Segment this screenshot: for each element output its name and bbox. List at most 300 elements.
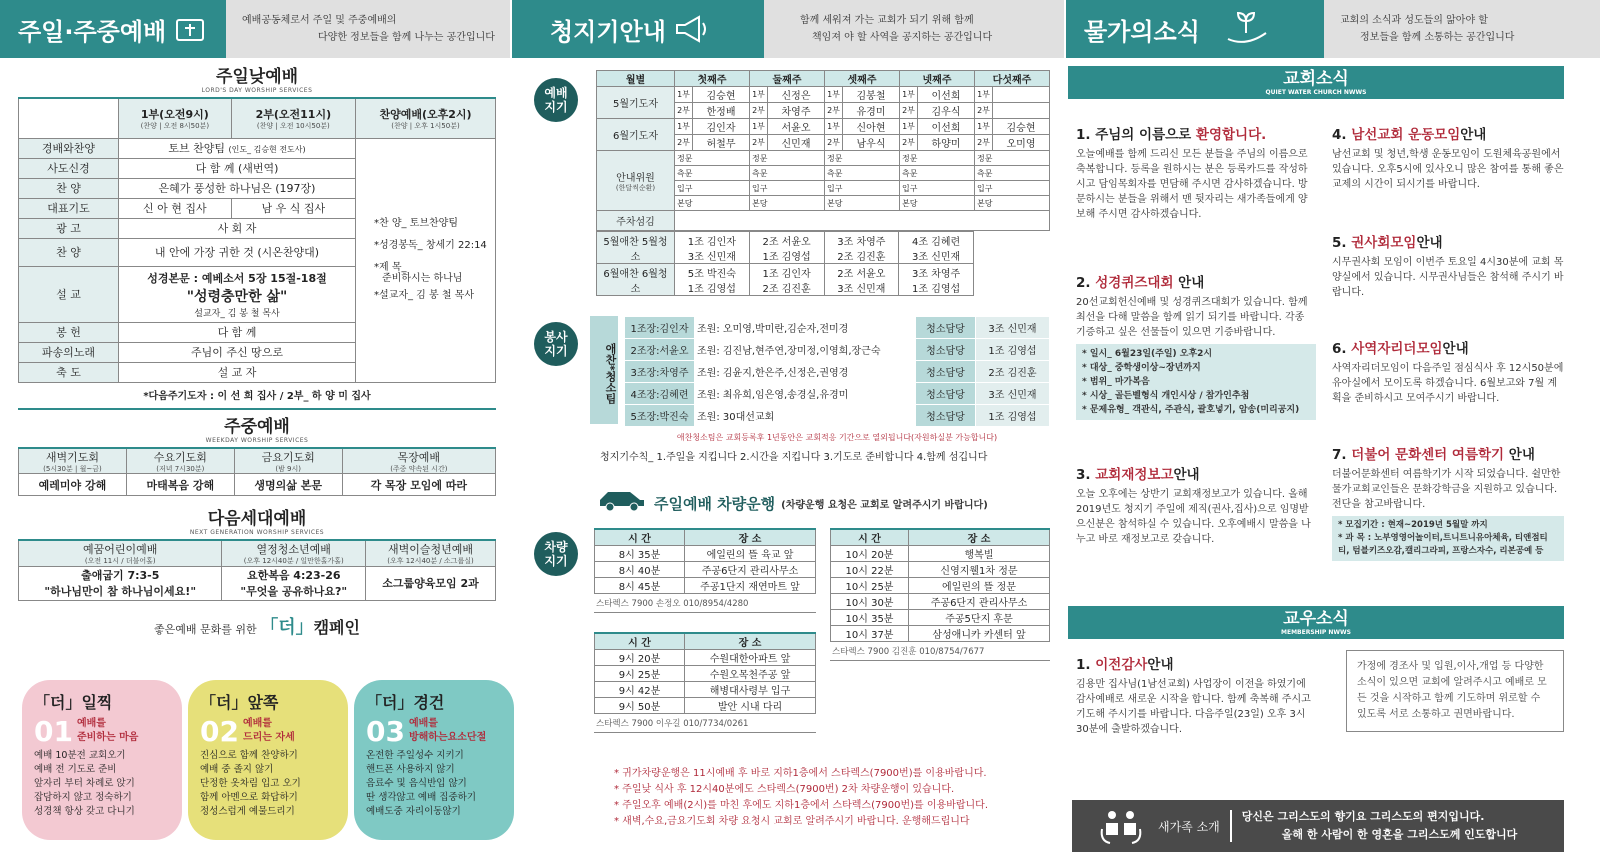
card-item: 핸드폰 사용하지 않기 xyxy=(366,764,455,775)
prayer-name: 남우식 xyxy=(843,135,900,151)
team-members: 조원: 김진남,현주연,장미정,이영희,장근숙 xyxy=(695,339,916,361)
week-header: 셋째주 xyxy=(825,71,900,87)
car-driver: 스타렉스 7900 이우길 010/7734/0261 xyxy=(594,714,816,733)
prayer-month: 6월기도자 xyxy=(597,119,675,151)
order-label: 봉 헌 xyxy=(19,322,119,342)
lord-table xyxy=(18,97,496,383)
clean-team: 3조 신민재 xyxy=(976,383,1050,405)
badge-service: 봉사 지기 xyxy=(534,322,578,366)
header-desc: 책임져 야 할 사역을 공지하는 공간입니다 xyxy=(812,32,993,43)
prayer-name: 서윤오 xyxy=(768,119,825,135)
card-sub: 예배를 xyxy=(408,718,438,729)
quiz-item: * 범위_ 마가복음 xyxy=(1082,377,1150,387)
service-1: 1부(오전9시) xyxy=(140,108,209,122)
news-5 xyxy=(1332,236,1564,300)
car-place: 행복빌 xyxy=(909,546,1050,562)
card-item: 단정한 옷차림 입고 오기 xyxy=(200,778,301,789)
team-leader: 1조장:김인자 xyxy=(625,317,695,339)
card-number: 02 xyxy=(200,715,239,748)
worship-column xyxy=(18,62,496,639)
usher-role: 입구 xyxy=(975,181,1050,196)
campaign-mark: 더 xyxy=(278,616,296,638)
order-value: 사 회 자 xyxy=(119,218,356,238)
week-header: 첫째주 xyxy=(675,71,750,87)
order-label: 경배와찬양 xyxy=(19,138,119,158)
car-place: 주공1단지 재연마트 앞 xyxy=(685,578,816,594)
header-title: 청지기안내 xyxy=(550,17,666,46)
car-time: 8시 35분 xyxy=(595,546,685,562)
usher-role: 본당 xyxy=(675,196,750,211)
news-body: 김용만 집사님(1남선교회) 사업장이 이전을 하였기에 감사예배로 새로운 시작을 합니다. 함께 축복해 주시고 기도해 주시기를 바랍니다. 다음주일(23일) 오후 3시 30분에 출발하겠습니다. xyxy=(1076,679,1311,735)
campaign-card-early: 「더」일찍 01 예배를 준비하는 마음 예배 10분전 교회오기 예배 전 기도로 준비 앞자리 부터 차례로 앉기 잡담하지 않고 정숙하기 성경책 항상 갖고 다니기 xyxy=(22,680,182,840)
usher-role: 정문 xyxy=(825,151,900,166)
card-heading: 일찍 xyxy=(81,693,113,712)
clean-name: 1조 김인자 xyxy=(762,268,811,280)
family-icon xyxy=(1098,805,1144,848)
prayer-table: 월별 첫째주 둘째주 셋째주 넷째주 다섯째주 5월기도자 1부 김승현 1부 신정은 1부 김봉철 1부 이선희 1부 2부 한정배 2부 차영주 2부 유경미 2부 김우식 2부 6월기도자 1부 김인자 1부 서윤오 1부 신아현 1부 이선희 1부 김승현 2부 허철무 2부 신민재 2부 남우식 2부 하양미 2부 오미영 안내위원 (한달씩순환) 정문 정문 정문 정문 정문 측문 측문 측문 측문 측문 입구 입구 입구 입구 입구 본당 본당 본당 본당 본당 주차섬김 xyxy=(596,70,1050,231)
news-headline: 교회재정보고 xyxy=(1095,467,1174,483)
prayer-name: 이선희 xyxy=(918,119,975,135)
nextgen-time: (오전 11시 / 더불어홀) xyxy=(84,557,156,566)
clean-role: 청소담당 xyxy=(916,405,976,427)
news-suffix: 안내 xyxy=(1173,467,1200,483)
lord-title: 주일낮예배 xyxy=(215,67,299,87)
news-body: 사역자리더모임이 다음주일 점심식사 후 12시50분에 유아실에서 모이도록 하겠습니다. 6월보고와 7월 계획을 준비하시고 모여주시기 바랍니다. xyxy=(1332,363,1564,404)
week-service: 목장예배 xyxy=(397,450,441,464)
week-service: 새벽기도회 xyxy=(45,450,99,464)
clean-name: 5조 박진숙 xyxy=(687,268,736,280)
usher-role: 입구 xyxy=(825,181,900,196)
car-th: 시 간 xyxy=(595,529,685,546)
side-item: 준비하시는 하나님 xyxy=(382,273,463,284)
service-3: 찬양예배(오후2시) xyxy=(379,108,472,122)
nextgen-title: 다음세대예배 xyxy=(207,509,307,529)
prayer-name: 신정은 xyxy=(768,87,825,103)
clean-month: 5월애찬 5월청소 xyxy=(597,232,675,264)
news-num: 3. xyxy=(1076,467,1096,483)
car-time: 10시 37분 xyxy=(831,626,909,642)
clean-team: 3조 신민재 xyxy=(976,317,1050,339)
car-icon xyxy=(596,490,648,516)
clean-name: 1조 김영섭 xyxy=(912,283,961,295)
usher-label: 안내위원 xyxy=(616,173,655,184)
campaign-post: 캠페인 xyxy=(313,617,360,637)
car-time: 9시 42분 xyxy=(595,682,685,698)
usher-role: 정문 xyxy=(900,151,975,166)
order-value: 토브 찬양팀 xyxy=(168,142,225,155)
news-num: 7. xyxy=(1332,447,1352,463)
news-body: 더불어문화센터 여름학기가 시작 되었습니다. 쉴만한물가교회교인들은 문화강학금을 지원하고 있습니다. 전단을 참고바랍니다. xyxy=(1332,469,1561,510)
nextgen-time: (오후 12시40분 / 일만한홀가홀) xyxy=(243,557,344,566)
car-time: 10시 20분 xyxy=(831,546,909,562)
nextgen-text: 출애굽기 7:3-5 xyxy=(81,569,160,582)
order-label: 찬 양 xyxy=(19,238,119,266)
footer-label: 새가족 소개 xyxy=(1158,819,1220,834)
car-place: 주공6단지 관리사무소 xyxy=(685,562,816,578)
campaign-pre: 좋은예배 문화를 위한 xyxy=(154,622,257,636)
car-time: 8시 45분 xyxy=(595,578,685,594)
card-number: 03 xyxy=(366,715,405,748)
prayer-name: 신민재 xyxy=(768,135,825,151)
sermon-title: "성령충만한 삶" xyxy=(186,288,288,305)
news-headline: 더불어 문화센터 여름학기 xyxy=(1351,447,1505,463)
clean-name: 3조 신민재 xyxy=(912,251,961,263)
church-news-title: 교회소식 xyxy=(1283,69,1349,89)
order-value: 다 함 께 (새번역) xyxy=(119,158,356,178)
news-body: 남선교회 및 청년,학생 운동모임이 도원체육공원에서 있습니다. 오후5시에 있사오니 많은 참여를 통해 좋은교제의 시간이 되시기를 바랍니다. xyxy=(1332,149,1564,190)
order-value: 내 안에 가장 귀한 것 (시온찬양대) xyxy=(119,238,356,266)
car-place: 에일린의 뜰 정문 xyxy=(909,578,1050,594)
news-headline: 사역자리더모임 xyxy=(1351,341,1443,357)
nextgen-title-text: "하나님만이 참 하나님이세요!" xyxy=(44,585,197,598)
news-num: 1. 주님의 이름으로 xyxy=(1076,127,1196,143)
news-num: 5. xyxy=(1332,235,1352,251)
car-th: 장 소 xyxy=(685,633,816,650)
news-suffix: 안내 xyxy=(1147,657,1174,673)
header-desc: 예배공동체로서 주일 및 주중예배의 xyxy=(242,15,397,26)
prayer-month: 5월기도자 xyxy=(597,87,675,119)
car-note: * 귀가차량운행은 11시예배 후 바로 지하1층에서 스타렉스(7900번)를 이용바랍니다. xyxy=(614,768,987,779)
church-news-bar xyxy=(1068,66,1564,99)
car-route-b xyxy=(594,632,816,733)
clean-role: 청소담당 xyxy=(916,339,976,361)
usher-role: 본당 xyxy=(900,196,975,211)
car-time: 10시 22분 xyxy=(831,562,909,578)
usher-role: 본당 xyxy=(750,196,825,211)
sprout-hand-icon xyxy=(1222,8,1272,50)
card-number: 01 xyxy=(34,715,73,748)
car-place: 수원대한아파트 앞 xyxy=(685,650,816,666)
news-7 xyxy=(1332,448,1564,561)
parking-label: 주차섬김 xyxy=(597,211,675,231)
clean-role: 청소담당 xyxy=(916,317,976,339)
week-header: 둘째주 xyxy=(750,71,825,87)
member-news-1 xyxy=(1076,658,1316,737)
clean-team: 2조 김진훈 xyxy=(976,361,1050,383)
culture-item: * 모집기간 : 현재~2019년 5월말 까지 xyxy=(1338,520,1488,530)
header-desc: 다양한 정보들을 함께 나누는 공간입니다 xyxy=(318,32,495,43)
footer-line: 올해 한 사람이 한 영혼을 그리스도께 인도합니다 xyxy=(1281,828,1518,841)
news-headline: 권사회모임 xyxy=(1351,235,1417,251)
team-members: 조원: 30대선교회 xyxy=(695,405,916,427)
news-suffix: 안내 xyxy=(1173,275,1205,291)
car-route-a xyxy=(594,528,816,613)
nextgen-text: 요한복음 4:23-26 xyxy=(246,569,341,582)
quiz-box xyxy=(1076,344,1316,420)
usher-role: 정문 xyxy=(750,151,825,166)
order-value: 은혜가 풍성한 하나님은 (197장) xyxy=(119,178,356,198)
culture-item: * 과 목 : 노부영영어놀이터,트니트니유아체육, 티앤점티티, 텀블키즈오감,캘리그라피, 프랑스자수, 리본공예 등 xyxy=(1338,533,1548,556)
nextgen-time: (오후 12시40분 / 소그룹실) xyxy=(387,557,474,566)
team-note: 애찬청소팀은 교회등록후 1년동안은 교회적응 기간으로 열외됩니다(자원하실분 가능합니다) xyxy=(676,433,998,442)
usher-role: 측문 xyxy=(975,166,1050,181)
news-suffix: 안내 xyxy=(1504,447,1535,463)
news-body: 오늘예배를 함께 드리신 모든 분들을 주님의 이름으로 축복합니다. 등록을 원하시는 분은 등록카드를 작성하시고 담임목회자를 면담해 주시면 감사하겠습니다. 방문하시는 분들을 위해서 맨 뒷자리는 새가족들에게 양보해 주시면 감사하겠습니다. xyxy=(1076,149,1308,220)
news-headline: 환영합니다. xyxy=(1195,127,1267,143)
car-th: 시 간 xyxy=(831,529,909,546)
week-topic: 마태복음 강해 xyxy=(126,474,234,496)
clean-name: 3조 차영주 xyxy=(837,236,886,248)
clean-team: 1조 김영섭 xyxy=(976,339,1050,361)
usher-role: 본당 xyxy=(825,196,900,211)
prayer-name: 차영주 xyxy=(768,103,825,119)
clean-name: 3조 차영주 xyxy=(912,268,961,280)
news-num: 1. xyxy=(1076,657,1096,673)
clean-team: 1조 김영섭 xyxy=(976,405,1050,427)
card-item: 성경책 항상 갖고 다니기 xyxy=(34,806,135,817)
usher-note: (한달씩순환) xyxy=(615,184,656,192)
order-label: 축 도 xyxy=(19,362,119,382)
lord-subtitle: LORD'S DAY WORSHIP SERVICES xyxy=(201,87,313,94)
month-header: 월별 xyxy=(597,71,675,87)
news-2 xyxy=(1076,276,1316,420)
week-topic: 각 목장 모임에 따라 xyxy=(342,474,495,496)
card-item: 예배 전 기도로 준비 xyxy=(34,764,117,775)
header-worship xyxy=(0,0,510,58)
clean-name: 1조 김영섭 xyxy=(687,283,736,295)
car-place: 주공6단지 관리사무소 xyxy=(909,594,1050,610)
quiz-item: * 문제유형_ 객관식, 주관식, 괄호넣기, 암송(미리공지) xyxy=(1082,405,1300,415)
member-notice-box: 가정에 경조사 및 입원,이사,개업 등 다양한 소식이 있으면 교회에 알려주시고 예배로 모든 것을 시작하고 함께 기도하며 위로할 수 있도록 서로 소통하고 권면바랍니다. xyxy=(1346,650,1564,732)
news-num: 6. xyxy=(1332,341,1352,357)
next-prayer: *다음주기도자 : 이 선 희 집사 / 2부_ 하 양 미 집사 xyxy=(143,390,371,402)
side-item: *제 목_ xyxy=(374,262,407,273)
clean-name: 3조 신민재 xyxy=(687,251,736,263)
week-subtitle: WEEKDAY WORSHIP SERVICES xyxy=(205,436,309,444)
campaign-card-front: 「더」앞쪽 02 예배를 드리는 자세 진심으로 함께 찬양하기 예배 중 졸지 않기 단정한 옷차림 입고 오기 함께 아멘으로 화답하기 정성스럽게 예물드리기 xyxy=(188,680,348,840)
clean-name: 3조 신민재 xyxy=(837,283,886,295)
car-note: * 새벽,수요,금요기도회 차량 요청시 교회로 알려주시기 바랍니다. 운행해드립니다 xyxy=(614,816,970,827)
member-news-title: 교우소식 xyxy=(1283,609,1349,629)
prayer-name: 하양미 xyxy=(918,135,975,151)
news-body: 20선교회헌신예배 및 성경퀴즈대회가 있습니다. 함께 최선을 다해 말씀을 함께 읽기 되기를 바랍니다. 각종 기증하고 싶은 선물들이 있으면 기증바랍니다. xyxy=(1076,297,1308,338)
car-th: 장 소 xyxy=(685,529,816,546)
footer-line: 당신은 그리스도의 향기요 그리스도의 편지입니다. xyxy=(1241,810,1485,823)
news-suffix: 안내 xyxy=(1416,235,1443,251)
prayer-name: 김봉철 xyxy=(843,87,900,103)
news-6 xyxy=(1332,342,1564,406)
campaign-title: 좋은예배 문화를 위한 「더」캠페인 xyxy=(154,616,360,638)
team-table xyxy=(624,316,1050,427)
nextgen-service: 열정청소년예배 xyxy=(256,543,331,557)
order-value: 주님이 주신 땅으로 xyxy=(119,342,356,362)
new-family-footer xyxy=(1072,800,1564,852)
header-desc: 정보들을 함께 소통하는 공간입니다 xyxy=(1360,32,1515,43)
clean-name: 1조 김인자 xyxy=(687,236,736,248)
team-leader: 2조장:서윤오 xyxy=(625,339,695,361)
prayer-name: 유경미 xyxy=(843,103,900,119)
prayer-name: 이선희 xyxy=(918,87,975,103)
nextgen-service: 예꿈어린이예배 xyxy=(83,543,158,557)
week-time: (밤 9시) xyxy=(275,464,302,473)
usher-role: 입구 xyxy=(750,181,825,196)
card-item: 앞자리 부터 차례로 앉기 xyxy=(34,778,135,789)
usher-role: 본당 xyxy=(975,196,1050,211)
nextgen-subtitle: NEXT GENERATION WORSHIP SERVICES xyxy=(189,529,325,536)
roster xyxy=(596,70,1050,296)
card-sub: 예배를 xyxy=(242,718,272,729)
car-time: 10시 35분 xyxy=(831,610,909,626)
card-item: 진심으로 함께 찬양하기 xyxy=(200,750,298,761)
week-time: (저녁 7시30분) xyxy=(156,464,205,473)
week-title: 주중예배 xyxy=(18,408,496,437)
news-headline: 이전감사 xyxy=(1095,657,1148,673)
clean-table xyxy=(596,231,974,296)
prayer-name: 한정배 xyxy=(693,103,750,119)
clean-month: 6월애찬 6월청소 xyxy=(597,264,675,296)
car-place: 발안 시내 다리 xyxy=(685,698,816,714)
team-label: 애찬*청소팀 xyxy=(590,316,618,424)
car-driver: 스타렉스 7900 손정오 010/8954/4280 xyxy=(594,594,816,613)
prayer-name: 김승현 xyxy=(693,87,750,103)
week-header: 넷째주 xyxy=(900,71,975,87)
nextgen-title-text: "무엇을 공유하나요?" xyxy=(240,585,348,598)
usher-role: 측문 xyxy=(675,166,750,181)
sermon-text: 성경본문 : 예베소서 5장 15절-18절 xyxy=(147,271,327,285)
car-place: 해병대사령부 입구 xyxy=(685,682,816,698)
team-members: 조원: 최유희,임은영,송경실,유경미 xyxy=(695,383,916,405)
nextgen-text: 소그룹양육모임 2과 xyxy=(366,566,496,600)
news-1 xyxy=(1076,128,1316,222)
order-value: 다 함 께 xyxy=(119,322,356,342)
order-label: 사도신경 xyxy=(19,158,119,178)
culture-box xyxy=(1332,516,1564,561)
church-news-sub: QUIET WATER CHURCH NWWS xyxy=(1265,89,1367,96)
prayer-name xyxy=(993,87,1050,103)
order-value: 남 우 식 집사 xyxy=(231,198,355,218)
order-label: 대표기도 xyxy=(19,198,119,218)
news-body: 시무권사회 모임이 이번주 토요일 4시30분에 교회 목양실에서 있습니다. 시무권사님들은 참석해 주시기 바랍니다. xyxy=(1332,257,1564,298)
header-desc: 함께 세워져 가는 교회가 되기 위해 함께 xyxy=(800,15,974,26)
order-label: 설 교 xyxy=(19,266,119,322)
nextgen-service: 새벽이슬청년예배 xyxy=(388,543,474,557)
order-value: 신 아 현 집사 xyxy=(119,198,232,218)
clean-name: 2조 서윤오 xyxy=(837,268,886,280)
quiz-item: * 시상_ 골든벨형식 개인시상 / 참가인추첨 xyxy=(1082,391,1250,401)
member-news-bar xyxy=(1068,606,1564,639)
week-topic: 예레미야 강해 xyxy=(19,474,127,496)
card-item: 딴 생각않고 예배 집중하기 xyxy=(366,792,477,803)
clean-role: 청소담당 xyxy=(916,361,976,383)
usher-role: 측문 xyxy=(750,166,825,181)
prayer-name: 김우식 xyxy=(918,103,975,119)
campaign-card-piety: 「더」경건 03 예배를 방해하는요소단절 온전한 주일성수 지키기 핸드폰 사용하지 않기 음료수 및 음식반입 않기 딴 생각않고 예배 집중하기 예배도중 자리이동않기 xyxy=(354,680,514,840)
clean-name: 1조 김영섭 xyxy=(762,251,811,263)
order-label: 찬 양 xyxy=(19,178,119,198)
bible-icon xyxy=(166,8,216,50)
car-subtitle: (차량운행 요청은 교회로 알려주시기 바랍니다) xyxy=(781,499,988,511)
car-note: * 주일오후 예배(2시)를 마친 후에도 지하1층에서 스타렉스(7900번)를 이용바랍니다. xyxy=(614,800,989,811)
car-section xyxy=(596,490,1050,516)
usher-role: 입구 xyxy=(900,181,975,196)
car-th: 시 간 xyxy=(595,633,685,650)
header-title: 주일·주중예배 xyxy=(18,17,167,46)
card-item: 함께 아멘으로 화답하기 xyxy=(200,792,298,803)
nextgen-table xyxy=(18,539,496,601)
team-leader: 5조장:박진숙 xyxy=(625,405,695,427)
quiz-item: * 일시_ 6월23일(주일) 오후2시 xyxy=(1082,349,1213,359)
clean-name: 2조 김진훈 xyxy=(762,283,811,295)
order-label: 파송의노래 xyxy=(19,342,119,362)
card-sub: 방해하는요소단절 xyxy=(408,732,487,743)
week-table xyxy=(18,447,496,497)
order-note: (인도_ 김승현 전도사) xyxy=(228,145,306,154)
week-time: (주중 약속된 시간) xyxy=(390,464,448,473)
badge-vehicle: 차량 지기 xyxy=(534,532,578,576)
prayer-name: 김인자 xyxy=(693,119,750,135)
car-time: 10시 25분 xyxy=(831,578,909,594)
news-num: 2. xyxy=(1076,275,1096,291)
card-sub: 드리는 자세 xyxy=(242,732,295,743)
badge-worship: 예배 지기 xyxy=(534,78,578,122)
usher-role: 측문 xyxy=(825,166,900,181)
clean-name: 2조 김진훈 xyxy=(837,251,886,263)
steward-motto: 청지기수칙_ 1.주일을 지킵니다 2.시간을 지킵니다 3.기도로 준비합니다 4.함께 섬깁니다 xyxy=(600,452,988,463)
prayer-name: 오미영 xyxy=(993,135,1050,151)
news-suffix: 안내 xyxy=(1460,127,1487,143)
service-2: 2부(오전11시) xyxy=(255,108,332,122)
week-time: (5시30분 | 월~금) xyxy=(43,464,102,473)
service-3-time: (찬양 | 오후 1시50분) xyxy=(391,122,460,131)
preacher: 설교자_ 김 봉 철 목사 xyxy=(194,308,280,319)
clean-name: 2조 서윤오 xyxy=(762,236,811,248)
card-sub: 준비하는 마음 xyxy=(76,732,139,743)
car-place: 에일린의 뜰 육교 앞 xyxy=(685,546,816,562)
car-note: * 주일낮 식사 후 12시40분에도 스타렉스(7900번) 2차 차량운행이 있습니다. xyxy=(614,784,955,795)
usher-role: 입구 xyxy=(675,181,750,196)
side-item: *찬 양_ 토브찬양팀 xyxy=(374,218,458,229)
car-time: 9시 20분 xyxy=(595,650,685,666)
prayer-name: 신아현 xyxy=(843,119,900,135)
card-item: 온전한 주일성수 지키기 xyxy=(366,750,464,761)
header-title: 물가의소식 xyxy=(1084,17,1200,46)
car-place: 수원오목천주공 앞 xyxy=(685,666,816,682)
order-label: 광 고 xyxy=(19,218,119,238)
team-leader: 4조장:김혜련 xyxy=(625,383,695,405)
car-title: 주일예배 차량운행 xyxy=(654,494,776,513)
megaphone-icon xyxy=(666,8,716,50)
card-item: 예배 중 졸지 않기 xyxy=(200,764,274,775)
card-item: 정성스럽게 예물드리기 xyxy=(200,806,295,817)
header-steward xyxy=(512,0,1064,58)
team-members: 조원: 오미영,박미란,김순자,전미경 xyxy=(695,317,916,339)
card-item: 잡담하지 않고 정숙하기 xyxy=(34,792,132,803)
car-notes xyxy=(614,766,1054,830)
prayer-name: 김승현 xyxy=(993,119,1050,135)
card-heading: 앞쪽 xyxy=(247,693,279,712)
week-header: 다섯째주 xyxy=(975,71,1050,87)
side-item: *설교자_ 김 봉 철 목사 xyxy=(374,290,474,301)
card-item: 예배도중 자리이동않기 xyxy=(366,806,461,817)
header-desc: 교회의 소식과 성도들의 앎아야 할 xyxy=(1340,15,1488,26)
week-topic: 생명의삶 본문 xyxy=(234,474,342,496)
car-driver: 스타렉스 7900 김진훈 010/8754/7677 xyxy=(830,642,1050,661)
news-headline: 성경퀴즈대회 xyxy=(1095,275,1174,291)
car-time: 9시 50분 xyxy=(595,698,685,714)
clean-role: 청소담당 xyxy=(916,383,976,405)
card-item: 음료수 및 음식반입 않기 xyxy=(366,778,467,789)
clean-name: 4조 김혜련 xyxy=(912,236,961,248)
side-item: *성경봉독_ 창세기 22:14 xyxy=(374,240,487,251)
card-item: 예배 10분전 교회오기 xyxy=(34,750,126,761)
usher-role: 정문 xyxy=(975,151,1050,166)
header-news xyxy=(1066,0,1600,58)
car-place: 삼성애니카 카센터 앞 xyxy=(909,626,1050,642)
order-value: 설 교 자 xyxy=(119,362,356,382)
card-sub: 예배를 xyxy=(76,718,106,729)
service-2-time: (찬양 | 오전 10시50분) xyxy=(256,122,330,131)
car-place: 주공5단지 후문 xyxy=(909,610,1050,626)
